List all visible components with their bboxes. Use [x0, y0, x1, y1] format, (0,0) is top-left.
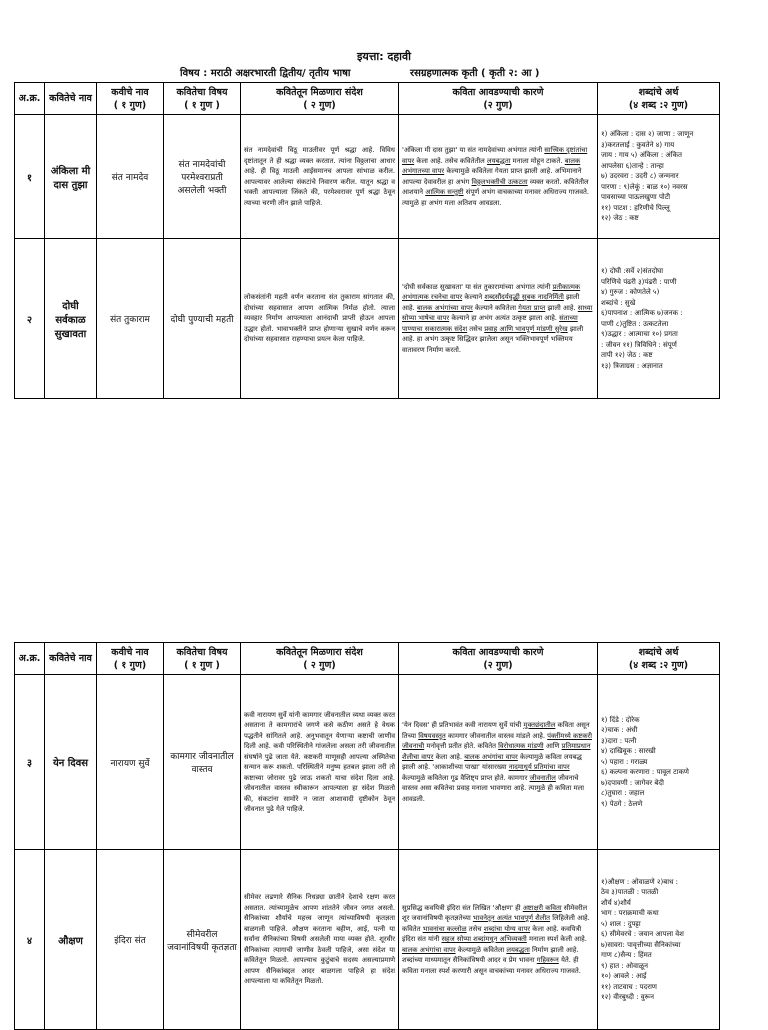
row-number: २ [15, 239, 45, 399]
reason-text: तसेच [466, 924, 484, 933]
word-meaning-line: ६)पापनाश : आत्मिक ७)जनक : [601, 309, 683, 317]
word-meanings [598, 675, 720, 850]
poem-message: कवी नारायण सुर्वे यांनी कामगार जीवनातील व्यथा व्यक्त करत असताना ते कामगारांचे जगणे कसे कठीण असते हे वेधक पद्धतीने सांगितले आहे. अनुभवातून येणाऱ्या कष्टाची जाणीव दिली आहे. कवी परिस्थितीने गांजलेला असला तरी जीवनातील संघर्षाने पुढे जाता येते. कष्टकरी माणूसही आपल्या अस्मितेचा सन्मान करू शकतो. परिस्थितीने मनुष्य हतबल झाला तरी तो कष्टाच्या जोरावर पुढे जाऊ शकतो याचा संदेश दिला आहे. जीवनातील वास्तव स्वीकारून आपल्याला हा संदेश मिळतो की, संकटांना सामोरे न जाता आशावादी दृष्टीकोन ठेवून जीवनात पुढे गेले पाहिजे. [241, 675, 399, 850]
poem-message: लोकसंतांनी महती वर्णन करताना संत तुकाराम सांगतात की, दोघांच्या सहवासात आपण आत्मिक निर्मळ होतो. त्याला व्यवहार निर्माण आपल्याला आनंदाची प्राप्ती होऊन आपला उद्धार होतो. भावाभक्तीने प्राप्त होणाऱ्या सुखाचे वर्णन करून दोघांच्या सहवासात राहण्याचा प्रयत्न केला पाहिजे. [241, 239, 399, 399]
col-message: कवितेतून मिळणारा संदेश ( २ गुण) [241, 83, 399, 115]
underlined-phrase: भावनेतून अत्यंत भावपूर्ण शैलीत [472, 914, 551, 923]
word-meaning-line: १) दोघी :सर्वे २)संतदोघा [601, 267, 664, 275]
poem-reasons [399, 850, 598, 1030]
word-meaning-line: ६) कल्पना करणारा : पावूल टाकणे [601, 768, 689, 777]
reason-text: केला आहे. कवयित्री इंदिरा संत यांनी [402, 924, 582, 944]
underlined-phrase: विषयवस्तूत [418, 731, 446, 740]
word-meaning-line: ६) सीमेवरचे : जवान आपला वेश [601, 930, 684, 938]
reason-text: लिहिलेली आहे. कवितेत [402, 914, 590, 933]
word-meaning-line: भाग : पराक्रमाची कथा [601, 909, 659, 917]
reason-text: मनोवृत्ती प्रतीत होते. कवितेत [424, 742, 499, 750]
word-meaning-line: १३) त्रिजाग्रस : अज्ञानात [601, 361, 663, 370]
word-meaning-line: ३)करतलाई : कुवतेने ४) गाय [601, 140, 675, 149]
word-meaning-line: ८)तुघारा : जहाल [601, 789, 645, 798]
word-meanings [598, 239, 720, 399]
reason-text: झाली आहे. हा अभंग उत्कृष्ट सिद्धिवर झालेला असून भक्तिभावपूर्ण भक्तिमय वातावरण निर्माण करतो. [402, 324, 584, 354]
col-reason: कविता आवडण्याची कारणे (२ गुण) [399, 83, 598, 115]
word-meaning-line: शौर्य ४)शौर्य [601, 898, 631, 907]
poem-reasons [399, 675, 598, 850]
underlined-phrase: अष्टाक्षरी कविता [522, 903, 562, 912]
reason-text: केला आहे. [433, 752, 465, 761]
col-topic: कवितेचा विषय ( १ गुण ) [164, 643, 241, 675]
reason-text: जीवनाचे वास्तव असा कवितेचा प्रवाह मनाला भावणारा आहे. त्यामुळे ही कविता मला आवडली. [402, 773, 585, 803]
word-meaning-line: ३)दारा : पत्नी [601, 736, 637, 745]
col-words: शब्दांचे अर्थ (४ शब्द :२ गुण) [598, 643, 720, 675]
reason-text: आणि [543, 742, 562, 750]
reason-text: केल्याने कवितेला [472, 303, 519, 312]
poem-message: सीमेवर लढणारे सैनिक निधड्या छातीने देशाचे रक्षण करत असतात. त्यांच्यामुळेच आपण शांततेने जीवन जगत असतो. सैनिकांच्या शौर्याचे महत्त्व जाणून त्यांच्याविषयी कृतज्ञता बाळगली पाहिजे. औक्षण करताना बहीण, आई, पत्नी या सर्वांना सैनिकांच्या विषयी असलेली माया व्यक्त होते. शूरवीर सैनिकांच्या त्यागाची जाणीव ठेवली पाहिजे, असा संदेश या कवितेतून मिळतो. आपल्याच कुटुंबाचे सदस्य असल्याप्रमाणे आपण सैनिकांबद्दल आदर बाळगला पाहिजे हा संदेश आपल्याला या कवितेतून मिळतो. [241, 850, 399, 1030]
word-meanings [598, 115, 720, 239]
poem-reasons [399, 239, 598, 399]
reason-text: केला आहे. तसेच कवितेतील [414, 156, 487, 165]
col-topic: कवितेचा विषय ( १ गुण ) [164, 83, 241, 115]
word-meaning-line: पावसाच्या पाऊलखुणा पोटी [601, 193, 671, 202]
row-number: १ [15, 115, 45, 239]
reason-text: 'येन दिवस' ही प्रतिभावंत कवी नारायण सुर्वे यांची [402, 721, 524, 729]
reason-text: कविता असून तिच्या [402, 721, 590, 740]
underlined-phrase: मुक्तछंदातील [523, 721, 556, 729]
subject-line: विषय : मराठी अक्षरभारती द्वितीय/ तृतीय भाषा [180, 68, 351, 79]
class-heading: इयत्ता: दहावी [357, 50, 411, 63]
underlined-phrase: प्रतीकात्मक अभंगात्मक रचनेचा वापर [402, 282, 581, 302]
word-meanings [598, 850, 720, 1030]
word-meaning-line: ४) दाखिवूक : सारखी [601, 747, 656, 756]
col-sr: अ.क्र. [15, 643, 45, 675]
poem-title: औक्षण [45, 850, 97, 1030]
word-meaning-line: आपलेसा ६)तान्हे : तान्हा [601, 161, 664, 170]
table-header-row [15, 643, 720, 675]
reason-text: सीमेवरील शूर जवानांविषयी कृतज्ञतेच्या [402, 903, 588, 923]
word-meaning-line: पाणी ८)तुष्टित : उत्कटतेला [601, 319, 669, 328]
underlined-phrase: सुबक नादनिर्मिती [519, 293, 564, 302]
poem-topic: कामगार जीवनातील वास्तव [164, 675, 241, 850]
reason-text: सुप्रसिद्ध कवयित्री इंदिरा संत लिखित 'औक्षण' ही [402, 903, 523, 912]
poem-title: येन दिवस [45, 675, 97, 850]
underlined-phrase: भावनांचा कल्लोळ [422, 924, 467, 933]
word-meaning-line: जाय : गाय ५) अंकिला : अंकित [601, 151, 682, 160]
task-line: रसग्रहणात्मक कृती ( कृती २: आ ) [410, 68, 540, 79]
reason-text: संपूर्ण अभंग वाचकाच्या मनावर अधिराज्य गाजवते. त्यामुळे हा अभंग मला अतिशय आवडला. [402, 188, 590, 207]
reason-text: येते. ही कविता मनाला स्पर्श करणारी असून वाचकांच्या मनावर अधिराज्य गाजवते. [402, 956, 581, 975]
underlined-phrase: जीवनातील [529, 773, 556, 782]
poem-reasons [399, 115, 598, 239]
reason-text: केल्यामुळे कवितेला गेयता प्राप्त झाली आहे. अभिमानाने आपल्या देवावरील हा अभंग [402, 167, 582, 186]
poet-name: संत तुकाराम [97, 239, 164, 399]
poet-name: इंदिरा संत [97, 850, 164, 1030]
reason-text: व्यक्त करतो. कवितेतील आशयाने [402, 177, 589, 196]
word-meaning-line: ११) ताटवाच : पदराण [601, 982, 657, 991]
underlined-phrase: सात्त्विक दृष्टांतांचा वापर [402, 146, 588, 165]
reason-text: तसेच [467, 324, 485, 333]
reason-text: 'अंकिला मी दास तुझा' या संत नामदेवांच्या अभंगात त्यांनी [402, 146, 545, 154]
word-meaning-line: ९) पेठगे : ठेलणे [601, 799, 643, 808]
reason-text: केल्याने [462, 293, 485, 302]
word-meaning-line: १२) वीरबुध्दी : वुरून [601, 993, 654, 1001]
underlined-phrase: आत्मिक सन्तुष्टी [425, 188, 464, 196]
poem-table-1 [14, 82, 720, 399]
col-message: कवितेतून मिळणारा संदेश ( २ गुण) [241, 643, 399, 675]
table-row [15, 675, 720, 850]
underlined-phrase: लयबद्धता [506, 945, 530, 954]
underlined-phrase: बालक अभंगातच्या वापर [402, 156, 581, 175]
row-number: ४ [15, 850, 45, 1030]
col-title: कवितेचे नाव [45, 83, 97, 115]
reason-text: केल्यामुळे कविता लयबद्ध झाली आहे. 'आकाशीच्या पाखा' यांसारख्या [402, 752, 582, 771]
underlined-phrase: विरोधात्मक मांडणी [498, 742, 544, 750]
underlined-phrase: गहिवरून [536, 956, 559, 965]
col-poet: कवीचे नाव ( १ गुण) [97, 643, 164, 675]
underlined-phrase: संताच्या पाण्याचा सकारात्मक संदेश [402, 314, 578, 333]
poem-title: अंकिला मी दास तुझा [45, 115, 97, 239]
col-poet: कवीचे नाव ( १ गुण) [97, 83, 164, 115]
reason-text: केल्यामुळे कवितेला गूढ वैशिष्ट्य प्राप्त होते. कामगार [402, 773, 530, 782]
col-words: शब्दांचे अर्थ (४ शब्द :२ गुण) [598, 83, 720, 115]
underlined-phrase: बालक अभंगांचा वापर [402, 945, 456, 954]
poem-topic: संत नामदेवांची परमेश्वराप्रती असलेली भक्ती [164, 115, 241, 239]
reason-text: केल्यामुळे कवितेला [455, 945, 507, 954]
underlined-phrase: विठ्ठलभक्तीची उत्कटता [471, 177, 528, 186]
word-meaning-line: १) दिंडे : दोरेक [601, 715, 640, 724]
poet-name: संत नामदेव [97, 115, 164, 239]
word-meaning-line: ४) गुरुज : कोणतेले ५) [601, 288, 660, 296]
table-header-row [15, 83, 720, 115]
word-meaning-line: ११) पाटश : हरिणीचे पिल्लू [601, 203, 670, 212]
word-meaning-line: १) अंकिला : दास २) जाणा : जाणून [601, 130, 694, 139]
poem-topic: दोघी पुण्याची महती [164, 239, 241, 399]
reason-text: मनाला मोहून टाकते. [510, 156, 565, 165]
word-meaning-line: १२) जेठ : कष्ट [601, 214, 639, 223]
poet-name: नारायण सुर्वे [97, 675, 164, 850]
row-number: ३ [15, 675, 45, 850]
word-meaning-line: १)औक्षण : ओवाळणे २)बाध : [601, 877, 678, 886]
word-meaning-line: ७)दपावणी : जागेवर बेदी [601, 778, 664, 787]
underlined-phrase: बालक अभंगांचा वापर [464, 752, 518, 761]
underlined-phrase: शब्दांचा योग्य वापर [483, 924, 531, 933]
underlined-phrase: शब्दसौंदर्यवृद्धी [484, 293, 520, 302]
word-meaning-line: तापी १२) जेठ : कष्ट [601, 351, 653, 359]
word-meaning-line: शब्दांचे : सुखे [601, 298, 636, 307]
reason-text: झाली आहे. [402, 293, 580, 312]
underlined-phrase: प्रतिमाप्रधान शैलीचा वापर [402, 742, 591, 761]
word-meaning-line: पारणा : ९)लेकूं : बाळ १०) नवरस [601, 182, 688, 191]
reason-text: कामगार जीवनातील वास्तव मांडले आहे. [445, 731, 548, 740]
table-row [15, 115, 720, 239]
underlined-phrase: लयबद्धता [486, 156, 511, 165]
reason-text: निर्माण झाली आहे. शब्दांच्या माध्यमातून सैनिकांविषयी आदर व प्रेम भावना [402, 945, 579, 965]
reason-text: केल्याने हा अभंग अत्यंत उत्कृष्ट झाला आहे. [449, 314, 560, 323]
col-reason: कविता आवडण्याची कारणे (२ गुण) [399, 643, 598, 675]
underlined-phrase: सहज सोप्या शब्दांमधून अभिव्यक्ती [441, 935, 527, 944]
poem-topic: सीमेवरील जवानांविषयी कृतज्ञता [164, 850, 241, 1030]
underlined-phrase: नादमाधुर्य प्रतिमांचा वापर [508, 763, 570, 771]
poem-table-2 [14, 642, 720, 1030]
reason-text: झाली आहे. [545, 303, 578, 312]
underlined-phrase: बालक अभंगांच्या वापर [416, 303, 473, 312]
word-meaning-line: : जीवन ११) त्रिविधिने : संपूर्ण [601, 340, 677, 349]
word-meaning-line: ५) शाल : दुपट्टा [601, 919, 641, 928]
underlined-phrase: साध्या सोप्या भाषेचा वापर [402, 303, 593, 323]
poem-message: संत नामदेवांची विठू माउलीवर पूर्ण श्रद्धा आहे. विविध दृष्टांतातून ते ही श्रद्धा व्यक्त करतात. त्यांना विठ्ठलाचा आधार आहे. ही विठू माउली आईसमानच आपला सांभाळ करील. आपल्यावर आलेल्या संकटांचे निवारण करील. यातून श्रद्धा व भक्ती आपल्याला जिंकते की, परमेश्वरावर पूर्ण श्रद्धा ठेवून त्याच्या चरणी लीन झाले पाहिजे. [241, 115, 399, 239]
word-meaning-line: गाण ८)सैन्य : हिंमत [601, 951, 652, 959]
col-title: कवितेचे नाव [45, 643, 97, 675]
table-row [15, 850, 720, 1030]
word-meaning-line: ९)उद्धार : आत्माचा १०) प्रगता [601, 330, 678, 338]
col-sr: अ.क्र. [15, 83, 45, 115]
word-meaning-line: १०) आवले : आई [601, 972, 647, 980]
word-meaning-line: २)चाक : अंधी [601, 726, 638, 735]
word-meaning-line: ७) उदरवरा : उदरी ८) जन्मनार [601, 172, 679, 181]
reason-text: मनाला स्पर्श केली आहे. [526, 935, 587, 944]
word-meaning-line: ठेव ३)पातळी : पातळी [601, 888, 659, 896]
word-meaning-line: ७)सावरा: पावृत्तीच्या सैनिकांच्या [601, 940, 681, 949]
poem-title: दोघी सर्वकाळ सुखावता [45, 239, 97, 399]
underlined-phrase: प्रवाह आणि भावपूर्ण मांडणी सुरेख [484, 324, 568, 333]
word-meaning-line: ५) पहारा : गराळ्य [601, 757, 648, 766]
underlined-phrase: गेयता प्राप्त [518, 303, 546, 312]
underlined-phrase: पंक्तींमध्ये कष्टकरी जीवनाची [402, 731, 592, 750]
word-meaning-line: ९) हात : ओवाळून [601, 961, 648, 970]
table-row [15, 239, 720, 399]
reason-text: 'दोघी सर्वकाळ सुखावता' या संत तुकारामांच्या अभंगात त्यांनी [402, 282, 553, 291]
word-meaning-line: परिणिचे पंढरी ३)पंढरी : पाणी [601, 277, 677, 286]
